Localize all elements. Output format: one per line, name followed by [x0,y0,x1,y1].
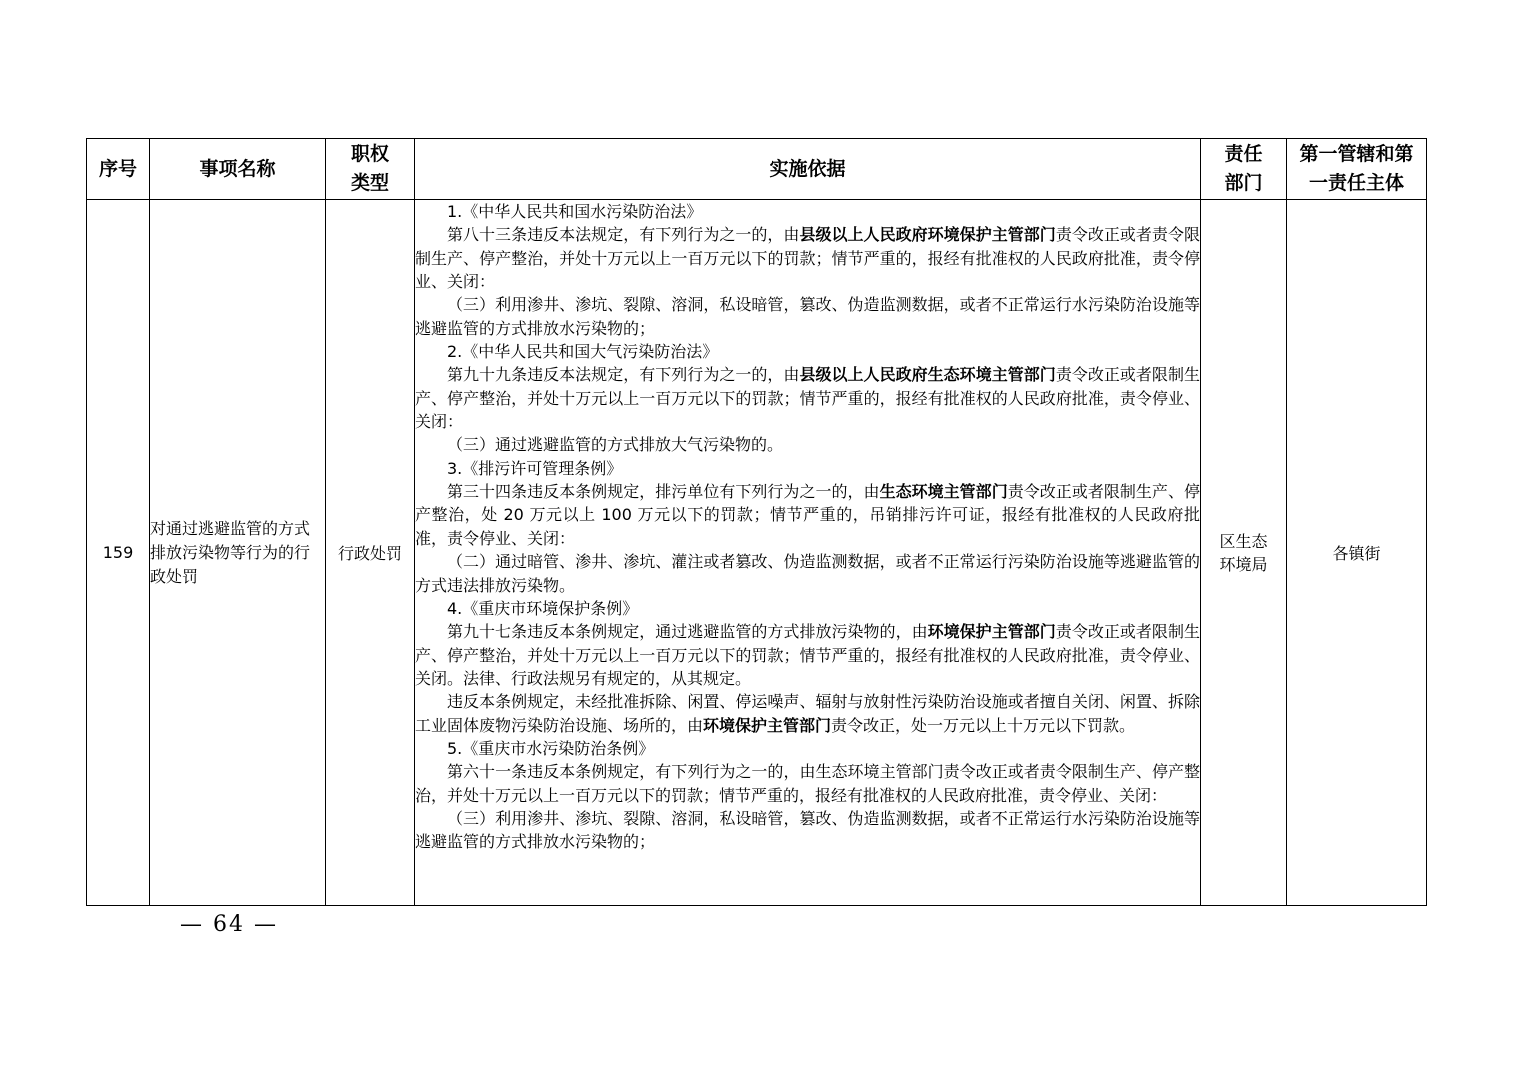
basis-emphasis: 环境保护主管部门 [703,715,832,735]
basis-segment: 违反本条例规定，未经批准拆除、闲置、停运噪声、辐射与放射性污染防治设施或者擅自关闭、闲置、拆除工业固体废物污染防治设施、场所的，由 [415,692,1200,735]
basis-segment: 责令改正或者限制生产、停产整治，并处十万元以上一百万元以下的罚款；情节严重的，报经有批准权的人民政府批准，责令停业、关闭。法律、行政法规另有规定的，从其规定。 [415,622,1200,688]
row-seq: 159 [87,200,150,906]
basis-segment: 第九十九条违反本法规定，有下列行为之一的，由 [447,365,800,385]
basis-paragraph [415,597,1200,620]
table-row [87,200,1427,906]
basis-paragraph [415,433,1200,456]
header-row [87,139,1427,200]
basis-text [415,200,1200,854]
header-seq: 序号 [87,139,150,200]
basis-paragraph [415,223,1200,293]
basis-paragraph [415,690,1200,737]
basis-paragraph [415,457,1200,480]
basis-paragraph [415,807,1200,854]
basis-emphasis: 县级以上人民政府环境保护主管部门 [799,225,1056,245]
basis-emphasis: 环境保护主管部门 [927,622,1056,642]
row-dept-text: 区生态环境局 [1219,531,1268,574]
basis-paragraph [415,737,1200,760]
header-type: 职权类型 [326,139,415,200]
basis-segment: 5.《重庆市水污染防治条例》 [447,738,655,758]
responsibility-table [86,138,1427,906]
header-name: 事项名称 [150,139,326,200]
basis-paragraph [415,480,1200,550]
basis-segment: 第九十七条违反本条例规定，通过逃避监管的方式排放污染物的，由 [447,622,928,642]
header-basis: 实施依据 [415,139,1201,200]
header-dept: 责任部门 [1201,139,1287,200]
row-name: 对通过逃避监管的方式排放污染物等行为的行政处罚 [150,200,326,906]
basis-segment: （三）利用渗井、渗坑、裂隙、溶洞，私设暗管，篡改、伪造监测数据，或者不正常运行水污染防治设施等逃避监管的方式排放水污染物的； [415,808,1200,852]
basis-segment: 第八十三条违反本法规定，有下列行为之一的，由 [447,225,800,245]
basis-segment: 第三十四条违反本条例规定，排污单位有下列行为之一的，由 [447,482,880,502]
basis-paragraph [415,340,1200,363]
basis-segment: 1.《中华人民共和国水污染防治法》 [447,202,703,221]
row-dept [1201,200,1287,906]
basis-paragraph [415,200,1200,223]
basis-paragraph [415,550,1200,597]
basis-emphasis: 县级以上人民政府生态环境主管部门 [799,365,1056,385]
header-subject: 第一管辖和第一责任主体 [1287,139,1427,200]
page-number: — 64 — [180,912,278,937]
row-subject: 各镇街 [1287,200,1427,906]
basis-paragraph [415,363,1200,433]
basis-segment: （三）利用渗井、渗坑、裂隙、溶洞，私设暗管，篡改、伪造监测数据，或者不正常运行水污染防治设施等逃避监管的方式排放水污染物的； [415,295,1200,338]
basis-segment: 责令改正或者责令限制生产、停产整治，并处十万元以上一百万元以下的罚款；情节严重的，报经有批准权的人民政府批准，责令停业、关闭： [415,225,1200,292]
row-type: 行政处罚 [326,200,415,906]
basis-segment: 责令改正或者限制生产、停产整治，处 20 万元以上 100 万元以下的罚款；情节严重的，吊销排污许可证，报经有批准权的人民政府批准，责令停业、关闭： [415,482,1200,548]
basis-segment: （二）通过暗管、渗井、渗坑、灌注或者篡改、伪造监测数据，或者不正常运行污染防治设施等逃避监管的方式违法排放污染物。 [415,552,1200,595]
row-basis [415,200,1201,906]
basis-segment: 责令改正或者限制生产、停产整治，并处十万元以上一百万元以下的罚款；情节严重的，报经有批准权的人民政府批准，责令停业、关闭： [415,365,1200,432]
basis-segment: 3.《排污许可管理条例》 [447,458,623,478]
basis-segment: 第六十一条违反本条例规定，有下列行为之一的，由生态环境主管部门责令改正或者责令限制生产、停产整治，并处十万元以上一百万元以下的罚款；情节严重的，报经有批准权的人民政府批准，责令停业、关闭： [415,762,1200,805]
basis-paragraph [415,293,1200,340]
basis-segment: 2.《中华人民共和国大气污染防治法》 [447,342,719,362]
basis-segment: 4.《重庆市环境保护条例》 [447,598,639,618]
basis-paragraph [415,760,1200,807]
basis-emphasis: 生态环境主管部门 [879,482,1008,502]
basis-segment: （三）通过逃避监管的方式排放大气污染物的。 [447,435,784,455]
basis-segment: 责令改正，处一万元以上十万元以下罚款。 [831,715,1136,735]
basis-paragraph [415,620,1200,690]
